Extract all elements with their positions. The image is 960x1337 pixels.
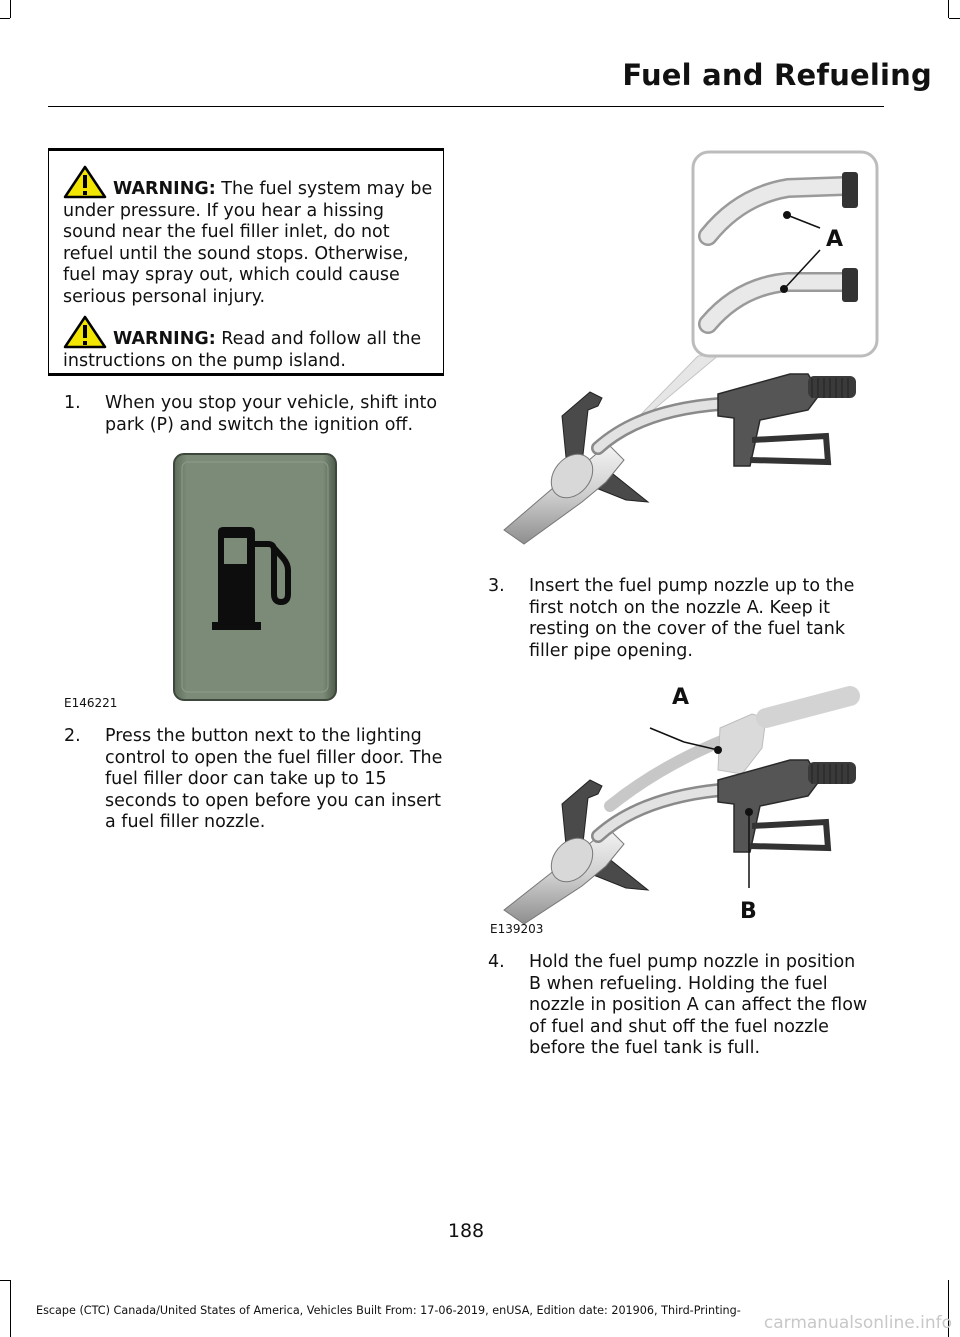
warning-label: WARNING: bbox=[113, 329, 216, 349]
figure-id: E139203 bbox=[490, 922, 544, 936]
filler-neck bbox=[504, 392, 648, 544]
step-1 bbox=[64, 393, 444, 438]
fuel-door-button-figure bbox=[170, 452, 340, 704]
step-line: control to open the fuel filler door. The bbox=[105, 747, 443, 768]
crop-mark bbox=[0, 18, 10, 19]
step-line: nozzle in position A can affect the flow bbox=[529, 995, 868, 1015]
warning-box bbox=[48, 148, 444, 376]
step-number: 2. bbox=[64, 726, 81, 746]
crop-mark bbox=[948, 0, 949, 18]
warning-text: Read and follow all the instructions on the pump island. bbox=[63, 329, 422, 371]
warning-label: WARNING: bbox=[113, 179, 216, 199]
warning-1 bbox=[63, 179, 439, 308]
step-number: 4. bbox=[488, 952, 505, 972]
callout-a-label: A bbox=[826, 227, 844, 252]
step-3 bbox=[488, 576, 888, 666]
step-line: Insert the fuel pump nozzle up to the bbox=[529, 576, 855, 596]
step-line: of fuel and shut off the fuel nozzle bbox=[529, 1016, 829, 1037]
page-number: 188 bbox=[447, 1220, 485, 1242]
step-4 bbox=[488, 952, 888, 1062]
header-divider bbox=[48, 106, 884, 107]
step-line: filler pipe opening. bbox=[529, 640, 693, 661]
warning-triangle-icon bbox=[63, 165, 107, 199]
filler-neck bbox=[504, 780, 648, 924]
step-line: fuel filler door can take up to 15 bbox=[105, 769, 387, 789]
step-line: a fuel filler nozzle. bbox=[105, 812, 266, 832]
page-title: Fuel and Refueling bbox=[622, 58, 932, 92]
step-line: seconds to open before you can insert bbox=[105, 790, 441, 811]
crop-mark bbox=[949, 18, 960, 19]
step-line: B when refueling. Holding the fuel bbox=[529, 973, 828, 994]
figure-id: E146221 bbox=[64, 696, 118, 710]
warning-triangle-icon bbox=[63, 315, 107, 349]
footer-edition-info: Escape (CTC) Canada/United States of America, Vehicles Built From: 17-06-2019, enUSA, Edition date: 201906, Third-Printing- bbox=[36, 1304, 741, 1317]
callout-a-label: A bbox=[672, 685, 690, 710]
fuel-nozzle bbox=[598, 374, 856, 466]
callout-b-label: B bbox=[740, 899, 757, 924]
crop-mark bbox=[10, 0, 11, 18]
step-line: before the fuel tank is full. bbox=[529, 1038, 761, 1058]
step-number: 1. bbox=[64, 393, 81, 413]
crop-mark bbox=[0, 1280, 10, 1281]
step-number: 3. bbox=[488, 576, 505, 596]
nozzle-positions-figure bbox=[490, 678, 885, 924]
warning-text: The fuel system may be under pressure. If you hear a hissing sound near the fuel filler inlet, do not refuel until the sound stops. Otherwise, fuel may spray out, which could cause serious personal injury. bbox=[63, 179, 433, 307]
watermark: carmanualsonline.info bbox=[763, 1313, 952, 1333]
step-2 bbox=[64, 726, 454, 836]
step-line: park (P) and switch the ignition off. bbox=[105, 414, 414, 435]
nozzle-position-b bbox=[598, 760, 856, 852]
crop-mark bbox=[10, 1280, 11, 1337]
nozzle-insert-figure bbox=[490, 148, 885, 550]
step-line: When you stop your vehicle, shift into bbox=[105, 393, 438, 413]
step-line: Hold the fuel pump nozzle in position bbox=[529, 952, 856, 972]
step-line: resting on the cover of the fuel tank bbox=[529, 619, 845, 639]
step-line: first notch on the nozzle A. Keep it bbox=[529, 597, 831, 618]
step-line: Press the button next to the lighting bbox=[105, 726, 422, 746]
warning-2 bbox=[63, 329, 439, 372]
